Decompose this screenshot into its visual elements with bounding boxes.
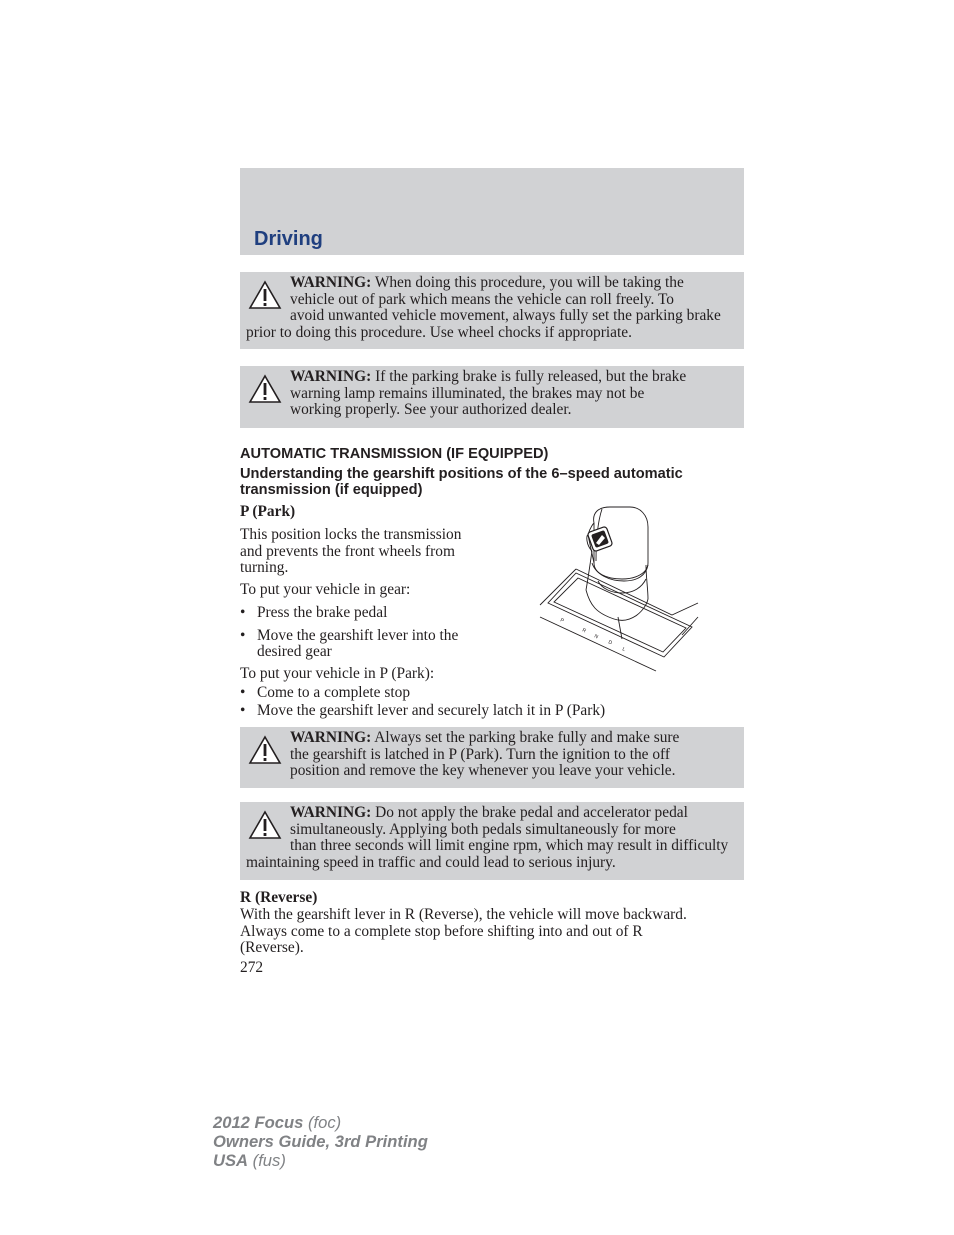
warning-text: the gearshift is latched in P (Park). Turn the ignition to the off — [290, 745, 671, 763]
warning-text: working properly. See your authorized dealer. — [290, 401, 572, 418]
warning-box-1 — [240, 272, 744, 349]
text-line: (Reverse). — [240, 939, 304, 956]
warning-triangle-icon — [248, 280, 282, 310]
warning-text: warning lamp remains illuminated, the brakes may not be — [290, 384, 645, 402]
warning-text: position and remove the key whenever you leave your vehicle. — [290, 762, 676, 779]
subsection-heading-line: transmission (if equipped) — [240, 482, 423, 498]
list-item-text: Press the brake pedal — [257, 604, 388, 621]
warning-text: maintaining speed in traffic and could lead to serious injury. — [246, 853, 616, 871]
text-line: With the gearshift lever in R (Reverse), the vehicle will move backward. — [240, 906, 687, 923]
page-number: 272 — [240, 959, 264, 976]
warning-triangle-icon — [248, 810, 282, 840]
page-section-title: Driving — [254, 228, 323, 250]
list-item-text: Move the gearshift lever into the — [257, 627, 459, 644]
warning-label: WARNING: — [290, 274, 372, 291]
footer-model: 2012 Focus — [213, 1113, 304, 1132]
section-header-band — [240, 168, 744, 255]
warning-box-4 — [240, 802, 744, 880]
footer — [213, 1113, 428, 1170]
list-item-text: desired gear — [257, 643, 332, 660]
warning-text: than three seconds will limit engine rpm, which may result in difficulty — [290, 837, 729, 854]
subsection-heading — [240, 466, 744, 498]
warning-triangle-icon — [248, 374, 282, 404]
gear-letter-l: L — [621, 646, 627, 653]
warning-text: avoid unwanted vehicle movement, always fully set the parking brake — [290, 307, 721, 324]
text-line: Always come to a complete stop before shifting into and out of R — [240, 922, 643, 940]
warning-text: vehicle out of park which means the vehicle can roll freely. To — [290, 290, 674, 308]
warning-label: WARNING: — [290, 804, 372, 821]
reverse-description — [240, 907, 687, 957]
warning-text: simultaneously. Applying both pedals simultaneously for more — [290, 820, 676, 838]
subsection-heading-line: Understanding the gearshift positions of the 6–speed automatic — [240, 466, 683, 482]
warning-text: prior to doing this procedure. Use wheel chocks if appropriate. — [246, 323, 632, 341]
gear-intro: To put your vehicle in gear: — [240, 581, 411, 598]
park-intro: To put your vehicle in P (Park): — [240, 665, 435, 682]
bullet-dot: • — [240, 627, 246, 644]
reverse-heading: R (Reverse) — [240, 889, 318, 906]
gearshift-illustration — [536, 505, 700, 675]
park-heading: P (Park) — [240, 503, 296, 520]
bullet-dot: • — [240, 684, 246, 701]
warning-triangle-icon — [248, 735, 282, 765]
text-line: This position locks the transmission — [240, 526, 462, 543]
gear-letter-d: D — [607, 639, 613, 647]
list-item-text: Come to a complete stop — [257, 684, 411, 701]
footer-guide: Owners Guide, 3rd Printing — [213, 1132, 428, 1151]
warning-box-2 — [240, 366, 744, 428]
text-line: turning. — [240, 559, 289, 576]
warning-text: Do not apply the brake pedal and accelerator pedal — [375, 804, 688, 821]
park-description — [240, 527, 461, 577]
section-heading: AUTOMATIC TRANSMISSION (IF EQUIPPED) — [240, 446, 549, 462]
bullet-dot: • — [240, 702, 246, 719]
footer-region: USA — [213, 1151, 249, 1170]
footer-region-code: (fus) — [252, 1151, 286, 1170]
warning-box-3 — [240, 727, 744, 788]
bullet-dot: • — [240, 604, 246, 621]
warning-label: WARNING: — [290, 368, 372, 385]
warning-text: When doing this procedure, you will be taking the — [374, 274, 684, 291]
warning-label: WARNING: — [290, 729, 372, 746]
list-item-text: Move the gearshift lever and securely latch it in P (Park) — [257, 702, 606, 719]
gear-letter-r: R — [581, 627, 587, 635]
gear-letter-p: P — [559, 617, 565, 625]
warning-text: Always set the parking brake fully and make sure — [374, 729, 680, 746]
warning-text: If the parking brake is fully released, but the brake — [375, 368, 687, 385]
footer-model-code: (foc) — [308, 1113, 342, 1132]
gear-letter-n: N — [593, 633, 599, 641]
text-line: and prevents the front wheels from — [240, 542, 455, 560]
